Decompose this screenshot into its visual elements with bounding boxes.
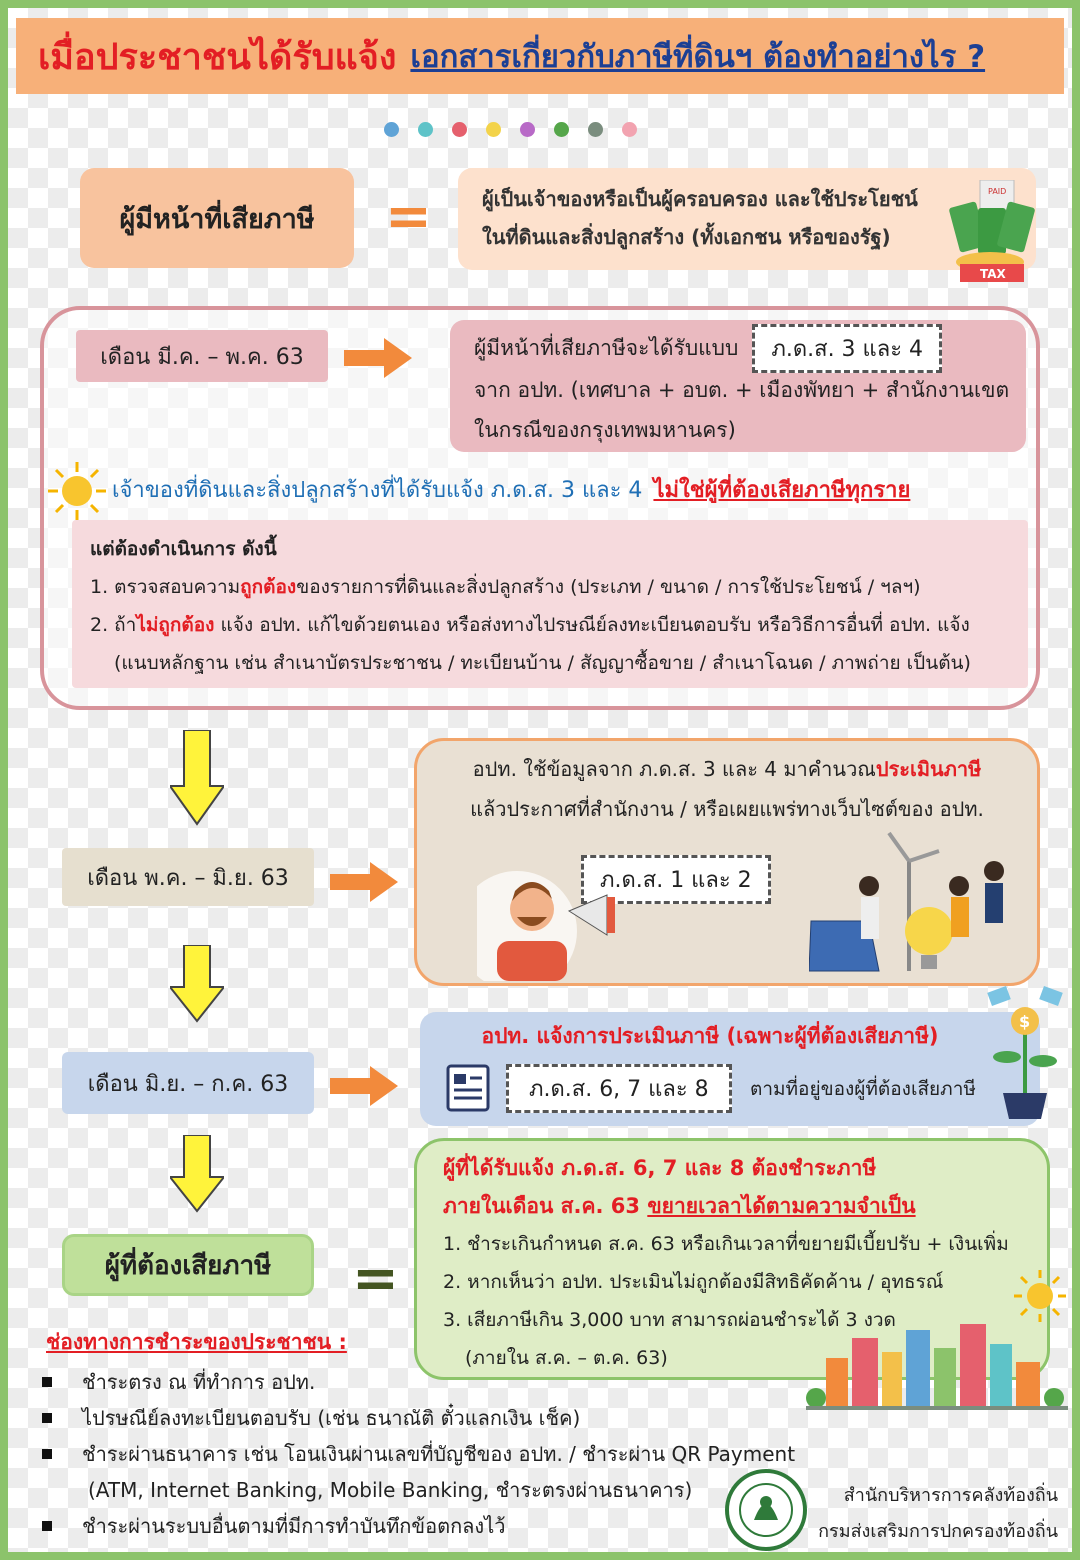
svg-text:$: $ <box>1019 1012 1031 1031</box>
step4-item1: 1. ชำระเกินกำหนด ส.ค. 63 หรือเกินเวลาที่ขยายมีเบี้ยปรับ + เงินเพิ่ม <box>443 1233 1009 1255</box>
sun-icon <box>1012 1268 1068 1324</box>
step4-item2: 2. หากเห็นว่า อปท. ประเมินไม่ถูกต้องมีสิทธิคัดค้าน / อุทธรณ์ <box>443 1271 944 1293</box>
paid-stamp-text: PAID <box>988 187 1007 196</box>
decorative-dot <box>452 122 467 137</box>
step3-form-badge: ภ.ด.ส. 6, 7 และ 8 <box>506 1064 732 1113</box>
payment-item-text: ชำระผ่านธนาคาร เช่น โอนเงินผ่านเลขที่บัญชีของ อปท. / ชำระผ่าน QR Payment <box>82 1442 796 1466</box>
header-title-red: เมื่อประชาชนได้รับแจ้ง <box>38 36 397 78</box>
megaphone-man-icon <box>477 851 657 981</box>
tax-money-icon <box>940 180 1040 290</box>
taxpayer-must-pay-box <box>62 1234 314 1296</box>
step3-address: ตามที่อยู่ของผู้ที่ต้องเสียภาษี <box>750 1078 976 1100</box>
arrow-down-icon <box>170 730 224 826</box>
arrow-right-icon <box>344 338 414 378</box>
payment-item3-cont: (ATM, Internet Banking, Mobile Banking, ชำระตรงผ่านธนาคาร) <box>88 1478 693 1502</box>
footer-org <box>818 1478 1058 1550</box>
step4-line2-underline: ขยายเวลาได้ตามความจำเป็น <box>647 1194 916 1218</box>
step3-title: อปท. แจ้งการประเมินภาษี (เฉพาะผู้ที่ต้องเสียภาษี) <box>481 1024 939 1048</box>
step1-item2-c: (แนบหลักฐาน เช่น สำเนาบัตรประชาชน / ทะเบียนบ้าน / สัญญาซื้อขาย / สำเนาโฉนด / ภาพถ่าย เป็นต้น) <box>114 652 971 674</box>
step1-notice <box>112 472 910 507</box>
step2-form-badge: ภ.ด.ส. 1 และ 2 <box>581 855 771 904</box>
city-skyline-icon <box>806 1318 1068 1410</box>
step3-info-box <box>420 1012 1040 1126</box>
renewable-energy-people-icon <box>809 831 1029 981</box>
arrow-down-icon <box>170 1135 224 1213</box>
step1-line1: ผู้มีหน้าที่เสียภาษีจะได้รับแบบ <box>474 336 739 360</box>
step1-line2: จาก อปท. (เทศบาล + อบต. + เมืองพัทยา + สำนักงานเขต <box>474 378 1010 402</box>
step1-item2-b: แจ้ง อปท. แก้ไขด้วยตนเอง หรือส่งทางไปรษณีย์ลงทะเบียนตอบรับ หรือวิธีการอื่นที่ อปท. แจ้ง <box>214 614 970 636</box>
decorative-dot <box>554 122 569 137</box>
step4-line2 <box>443 1187 1047 1225</box>
step1-item2 <box>90 606 1028 644</box>
bullet-square <box>42 1521 52 1531</box>
step1-item1-b: ของรายการที่ดินและสิ่งปลูกสร้าง (ประเภท / ขนาด / การใช้ประโยชน์ / ฯลฯ) <box>296 576 921 598</box>
step1-item2-a: 2. ถ้า <box>90 614 137 636</box>
step1-must-do: แต่ต้องดำเนินการ ดังนี้ <box>90 538 277 560</box>
decorative-dot <box>622 122 637 137</box>
step2-period: เดือน พ.ค. – มิ.ย. 63 <box>87 865 289 891</box>
step1-info-box <box>450 320 1026 452</box>
decorative-dot <box>418 122 433 137</box>
payment-item <box>42 1366 315 1398</box>
step1-form-badge: ภ.ด.ส. 3 และ 4 <box>752 324 942 373</box>
bullet-square <box>42 1377 52 1387</box>
step1-item1-red: ถูกต้อง <box>240 576 297 598</box>
step4-line2-a: ภายในเดือน ส.ค. 63 <box>443 1194 648 1218</box>
bullet-square <box>42 1449 52 1459</box>
payment-item <box>42 1402 580 1434</box>
decorative-dot <box>384 122 399 137</box>
tax-label-text: TAX <box>980 267 1006 281</box>
payment-item-text: ชำระตรง ณ ที่ทำการ อปท. <box>82 1370 316 1394</box>
step4-line1: ผู้ที่ได้รับแจ้ง ภ.ด.ส. 6, 7 และ 8 ต้องชำระภาษี <box>443 1156 877 1180</box>
taxpayer-label: ผู้มีหน้าที่เสียภาษี <box>119 203 315 235</box>
footer-org2: กรมส่งเสริมการปกครองท้องถิ่น <box>818 1521 1058 1542</box>
payment-item <box>42 1510 506 1542</box>
footer-org1: สำนักบริหารการคลังท้องถิ่น <box>843 1485 1058 1506</box>
taxpayer-def-line2: ในที่ดินและสิ่งปลูกสร้าง (ทั้งเอกชน หรือของรัฐ) <box>482 225 891 249</box>
step2-line1 <box>417 749 1037 789</box>
money-plant-icon <box>985 985 1065 1125</box>
equals-sign: = <box>385 184 432 249</box>
payment-item-text: ไปรษณีย์ลงทะเบียนตอบรับ (เช่น ธนาณัติ ตั๋วแลกเงิน เช็ค) <box>82 1406 581 1430</box>
step4-item3: 3. เสียภาษีเกิน 3,000 บาท สามารถผ่อนชำระได้ 3 งวด <box>443 1309 896 1331</box>
step2-line2: แล้วประกาศที่สำนักงาน / หรือเผยแพร่ทางเว็บไซต์ของ อปท. <box>470 797 984 821</box>
taxpayer-label-box <box>80 168 354 268</box>
decorative-dot <box>520 122 535 137</box>
payment-item <box>42 1438 795 1470</box>
step2-line1-a: อปท. ใช้ข้อมูลจาก ภ.ด.ส. 3 และ 4 มาคำนวณ <box>472 757 876 781</box>
bullet-square <box>42 1413 52 1423</box>
step1-notice-blue: เจ้าของที่ดินและสิ่งปลูกสร้างที่ได้รับแจ้ง ภ.ด.ส. 3 และ 4 <box>112 478 643 503</box>
payment-title: ช่องทางการชำระของประชาชน : <box>46 1330 347 1354</box>
equals-sign: = <box>352 1246 399 1311</box>
arrow-right-icon <box>330 862 400 902</box>
step3-period: เดือน มิ.ย. – ก.ค. 63 <box>87 1071 289 1097</box>
step1-line3: ในกรณีของกรุงเทพมหานคร) <box>474 418 736 442</box>
decorative-dots <box>384 122 637 137</box>
page-header <box>16 18 1064 94</box>
payment-item-text: ชำระผ่านระบบอื่นตามที่มีการทำบันทึกข้อตกลงไว้ <box>82 1514 506 1538</box>
decorative-dot <box>486 122 501 137</box>
step3-period-box <box>62 1052 314 1114</box>
step1-item2-red: ไม่ถูกต้อง <box>136 614 215 636</box>
step1-notice-red: ไม่ใช่ผู้ที่ต้องเสียภาษีทุกราย <box>653 478 911 503</box>
arrow-right-icon <box>330 1066 400 1106</box>
header-title-blue: เอกสารเกี่ยวกับภาษีที่ดินฯ ต้องทำอย่างไร ? <box>410 39 986 75</box>
sun-icon <box>46 460 108 522</box>
arrow-down-icon <box>170 945 224 1023</box>
step1-period: เดือน มี.ค. – พ.ค. 63 <box>100 344 304 370</box>
step2-line1-red: ประเมินภาษี <box>875 757 982 781</box>
step2-info-box <box>414 738 1040 986</box>
step1-period-box <box>76 330 328 382</box>
taxpayer-def-line1: ผู้เป็นเจ้าของหรือเป็นผู้ครอบครอง และใช้ประโยชน์ <box>482 187 918 211</box>
step1-item1-a: 1. ตรวจสอบความ <box>90 576 241 598</box>
document-icon <box>446 1064 490 1112</box>
step4-item3b: (ภายใน ส.ค. – ต.ค. 63) <box>465 1347 668 1369</box>
step2-period-box <box>62 848 314 906</box>
department-seal-icon <box>724 1468 808 1552</box>
step1-actions-box <box>72 520 1028 688</box>
step4-label: ผู้ที่ต้องเสียภาษี <box>104 1250 272 1281</box>
step1-item1 <box>90 568 1028 606</box>
decorative-dot <box>588 122 603 137</box>
